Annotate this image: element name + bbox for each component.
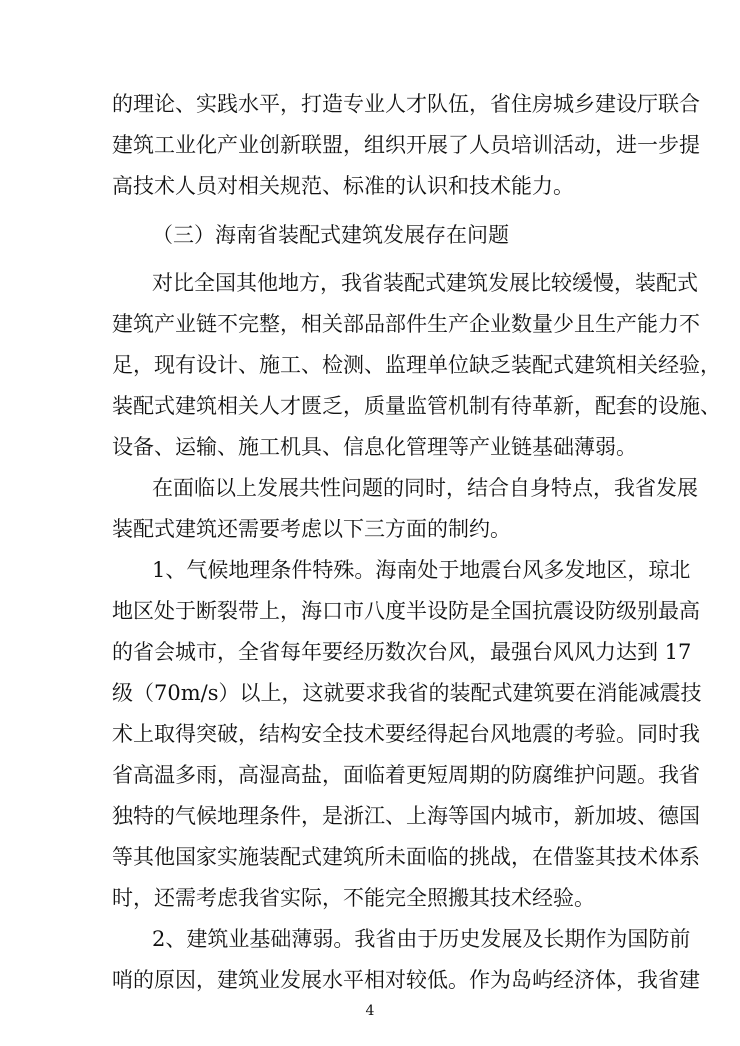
paragraph-line: 建筑产业链不完整，相关部品部件生产企业数量少且生产能力不	[112, 312, 700, 336]
paragraph-line: 在面临以上发展共性问题的同时，结合自身特点，我省发展	[152, 476, 698, 500]
paragraph-line: 高技术人员对相关规范、标准的认识和技术能力。	[112, 174, 574, 198]
paragraph-line: 装配式建筑相关人才匮乏，质量监管机制有待革新，配套的设施、	[112, 394, 721, 418]
paragraph-line: 时，还需考虑我省实际，不能完全照搬其技术经验。	[112, 886, 595, 910]
paragraph-line: 的省会城市，全省每年要经历数次台风，最强台风风力达到 17	[112, 640, 692, 664]
section-heading: （三）海南省装配式建筑发展存在问题	[152, 223, 509, 247]
paragraph-line: 设备、运输、施工机具、信息化管理等产业链基础薄弱。	[112, 435, 637, 459]
paragraph-line: 的理论、实践水平，打造专业人才队伍，省住房城乡建设厅联合	[112, 92, 700, 116]
paragraph-line: 地区处于断裂带上，海口市八度半设防是全国抗震设防级别最高	[112, 599, 700, 623]
paragraph-line: 哨的原因，建筑业发展水平相对较低。作为岛屿经济体，我省建	[112, 968, 700, 992]
paragraph-line: 独特的气候地理条件，是浙江、上海等国内城市，新加坡、德国	[112, 804, 700, 828]
paragraph-line: 足，现有设计、施工、检测、监理单位缺乏装配式建筑相关经验，	[112, 353, 721, 377]
paragraph-line: 级（70m/s）以上，这就要求我省的装配式建筑要在消能减震技	[112, 681, 702, 705]
page-number: 4	[365, 1003, 375, 1019]
paragraph-line: 建筑工业化产业创新联盟，组织开展了人员培训活动，进一步提	[112, 133, 700, 157]
paragraph-line: 2、建筑业基础薄弱。我省由于历史发展及长期作为国防前	[152, 927, 691, 951]
paragraph-line: 1、气候地理条件特殊。海南处于地震台风多发地区，琼北	[152, 558, 691, 582]
paragraph-line: 术上取得突破，结构安全技术要经得起台风地震的考验。同时我	[112, 722, 700, 746]
paragraph-line: 省高温多雨，高湿高盐，面临着更短周期的防腐维护问题。我省	[112, 763, 700, 787]
paragraph-line: 等其他国家实施装配式建筑所未面临的挑战，在借鉴其技术体系	[112, 845, 700, 869]
paragraph-line: 对比全国其他地方，我省装配式建筑发展比较缓慢，装配式	[152, 271, 698, 295]
paragraph-line: 装配式建筑还需要考虑以下三方面的制约。	[112, 517, 511, 541]
